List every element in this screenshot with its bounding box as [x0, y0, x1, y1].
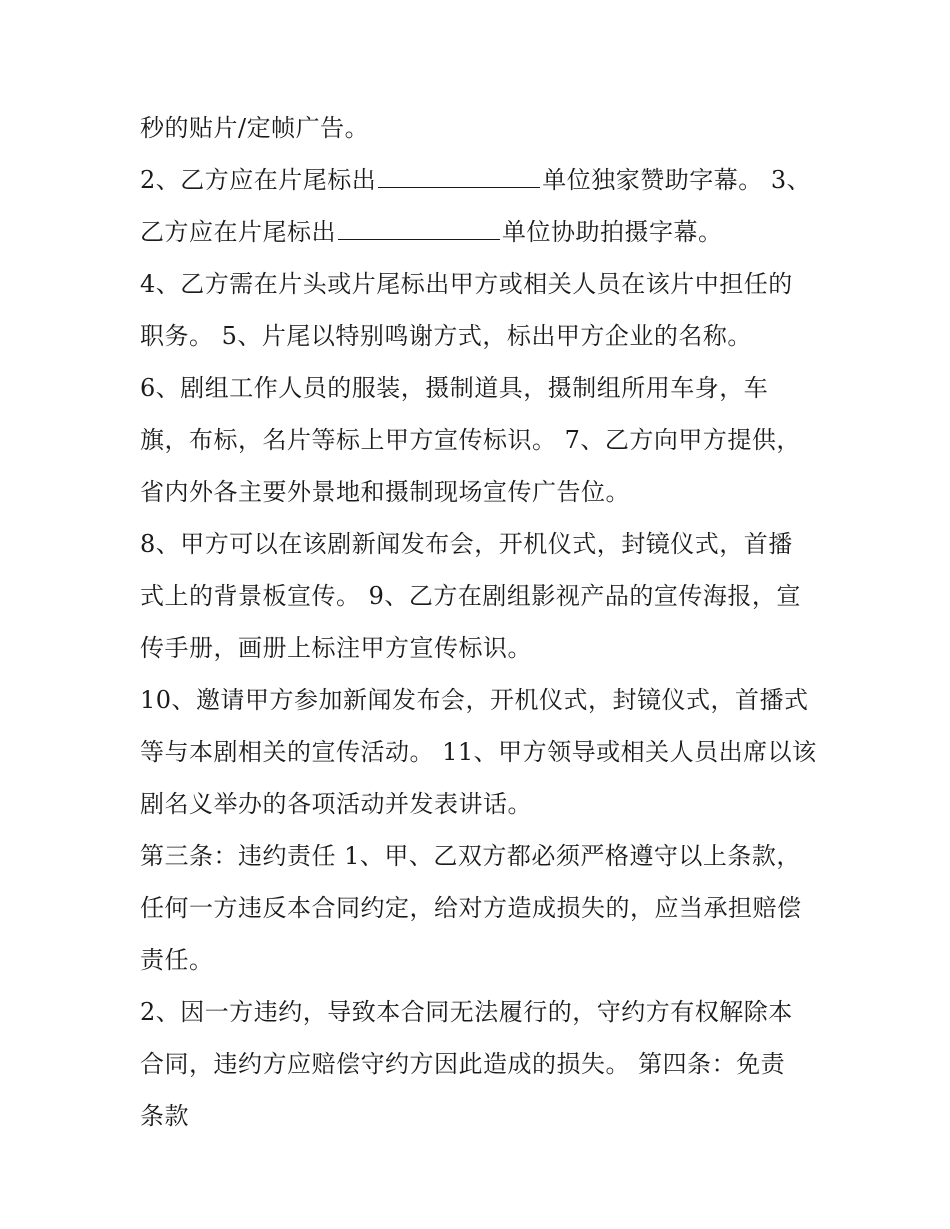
text-line-16: 任何一方违反本合同约定，给对方造成损失的，应当承担赔偿: [140, 894, 802, 922]
text-line-11: 传手册，画册上标注甲方宣传标识。: [140, 634, 532, 662]
text-line-18: 2、因一方违约，导致本合同无法履行的，守约方有权解除本: [140, 998, 793, 1026]
sponsor-clause-suffix: 单位独家赞助字幕。 3、: [542, 166, 812, 194]
text-line-17: 责任。: [140, 946, 214, 974]
text-line-3: [140, 217, 723, 247]
text-line-1: 秒的贴片/定帧广告。: [140, 114, 370, 142]
text-line-8: 省内外各主要外景地和摄制现场宣传广告位。: [140, 478, 630, 506]
text-line-9: 8、甲方可以在该剧新闻发布会，开机仪式，封镜仪式，首播: [140, 530, 793, 558]
text-line-13: 等与本剧相关的宣传活动。 11、甲方领导或相关人员出席以该: [140, 738, 817, 766]
assist-clause-prefix: 乙方应在片尾标出: [140, 218, 336, 246]
assist-clause-suffix: 单位协助拍摄字幕。: [502, 218, 723, 246]
text-line-12: 10、邀请甲方参加新闻发布会，开机仪式，封镜仪式，首播式: [140, 686, 809, 714]
sponsor-clause-prefix: 2、乙方应在片尾标出: [140, 166, 377, 194]
text-line-14: 剧名义举办的各项活动并发表讲话。: [140, 790, 532, 818]
text-line-15: 第三条：违约责任 1、甲、乙双方都必须严格遵守以上条款，: [140, 842, 801, 870]
text-line-10: 式上的背景板宣传。 9、乙方在剧组影视产品的宣传海报，宣: [140, 582, 801, 610]
text-line-5: 职务。 5、片尾以特别鸣谢方式，标出甲方企业的名称。: [140, 322, 752, 350]
text-line-4: 4、乙方需在片头或片尾标出甲方或相关人员在该片中担任的: [140, 270, 793, 298]
text-line-2: [140, 165, 811, 195]
text-line-20: 条款: [140, 1102, 189, 1130]
text-line-6: 6、剧组工作人员的服装，摄制道具，摄制组所用车身，车: [140, 374, 769, 402]
sponsor-name-blank: [378, 165, 540, 188]
text-line-19: 合同，违约方应赔偿守约方因此造成的损失。 第四条：免责: [140, 1050, 786, 1078]
assist-name-blank: [338, 217, 500, 240]
text-line-7: 旗，布标，名片等标上甲方宣传标识。 7、乙方向甲方提供，: [140, 426, 801, 454]
